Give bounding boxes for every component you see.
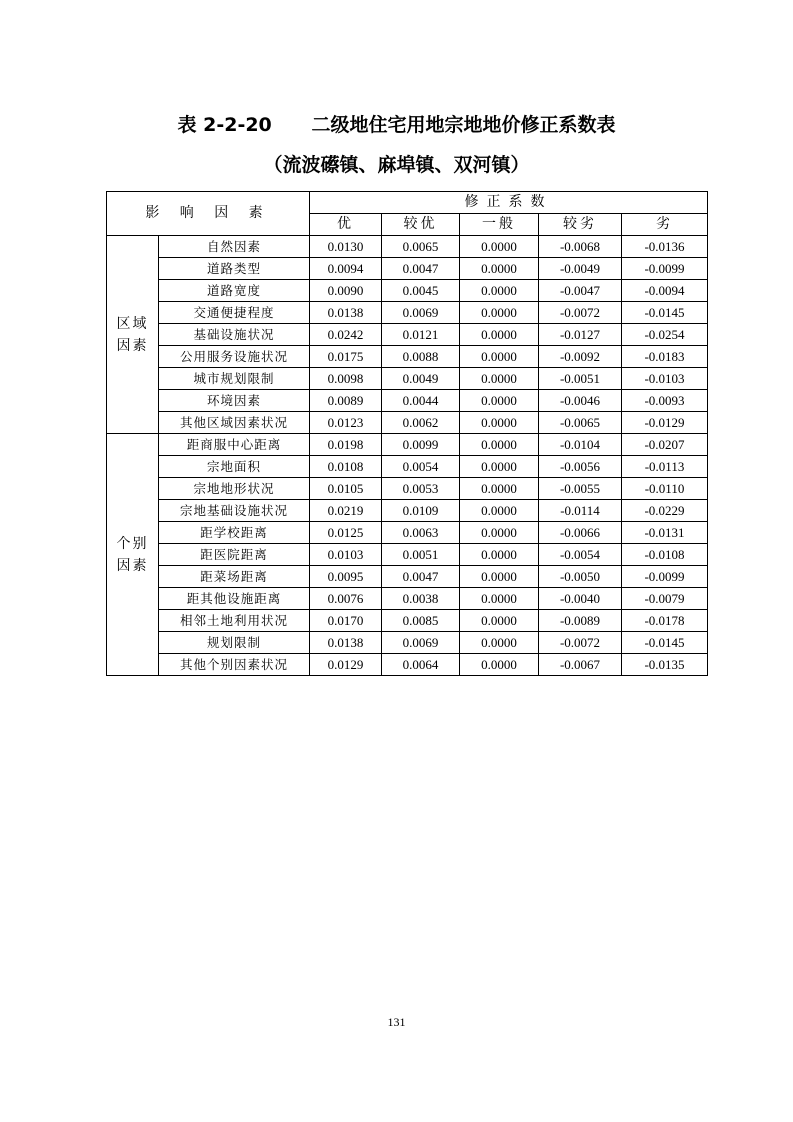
table-row: [107, 632, 708, 654]
coefficient-value: -0.0183: [622, 346, 708, 368]
coefficient-value: 0.0000: [460, 258, 539, 280]
coefficient-value: 0.0085: [382, 610, 460, 632]
coefficient-value: -0.0046: [539, 390, 622, 412]
factor-name: 交通便捷程度: [159, 302, 310, 324]
coefficient-value: 0.0000: [460, 654, 539, 676]
coefficient-value: -0.0065: [539, 412, 622, 434]
coefficient-value: -0.0178: [622, 610, 708, 632]
factor-name: 基础设施状况: [159, 324, 310, 346]
coefficient-value: 0.0170: [310, 610, 382, 632]
coefficient-value: -0.0051: [539, 368, 622, 390]
coefficient-value: -0.0229: [622, 500, 708, 522]
coefficient-value: 0.0219: [310, 500, 382, 522]
table-title-text: 二级地住宅用地宗地地价修正系数表: [311, 114, 616, 136]
coefficient-value: 0.0130: [310, 236, 382, 258]
factor-name: 环境因素: [159, 390, 310, 412]
table-row: [107, 236, 708, 258]
factor-name: 自然因素: [159, 236, 310, 258]
coefficient-value: 0.0000: [460, 632, 539, 654]
coefficient-value: 0.0062: [382, 412, 460, 434]
coefficient-value: 0.0000: [460, 280, 539, 302]
coefficient-value: 0.0000: [460, 610, 539, 632]
coefficient-value: -0.0110: [622, 478, 708, 500]
coefficient-value: 0.0064: [382, 654, 460, 676]
coefficient-value: 0.0038: [382, 588, 460, 610]
coefficient-value: -0.0135: [622, 654, 708, 676]
coefficient-value: 0.0099: [382, 434, 460, 456]
coefficient-value: 0.0047: [382, 566, 460, 588]
coefficient-value: 0.0000: [460, 544, 539, 566]
level-header: 一般: [460, 214, 539, 236]
coefficient-value: 0.0105: [310, 478, 382, 500]
coefficient-value: -0.0254: [622, 324, 708, 346]
table-row: [107, 522, 708, 544]
page-number: 131: [387, 1015, 406, 1029]
factor-group-label: 区域 因素: [107, 236, 159, 434]
coefficient-value: 0.0108: [310, 456, 382, 478]
level-header: 较优: [382, 214, 460, 236]
coefficient-value: 0.0129: [310, 654, 382, 676]
coefficient-value: 0.0000: [460, 302, 539, 324]
coefficient-value: -0.0079: [622, 588, 708, 610]
coefficient-value: -0.0108: [622, 544, 708, 566]
coefficient-value: 0.0076: [310, 588, 382, 610]
coefficient-value: -0.0072: [539, 302, 622, 324]
coefficient-value: -0.0054: [539, 544, 622, 566]
coefficient-value: -0.0127: [539, 324, 622, 346]
factor-name: 道路类型: [159, 258, 310, 280]
coefficient-value: -0.0145: [622, 632, 708, 654]
coefficient-value: 0.0000: [460, 478, 539, 500]
table-row: [107, 390, 708, 412]
coefficient-value: -0.0136: [622, 236, 708, 258]
coefficient-value: -0.0104: [539, 434, 622, 456]
coefficient-value: 0.0000: [460, 522, 539, 544]
table-row: [107, 434, 708, 456]
coefficient-value: -0.0056: [539, 456, 622, 478]
coefficient-value: 0.0045: [382, 280, 460, 302]
coefficient-value: 0.0098: [310, 368, 382, 390]
coef-header: 修正系数: [310, 192, 708, 214]
factor-name: 宗地面积: [159, 456, 310, 478]
factor-name: 距菜场距离: [159, 566, 310, 588]
coefficient-value: 0.0138: [310, 632, 382, 654]
coefficient-value: 0.0123: [310, 412, 382, 434]
coefficient-value: -0.0047: [539, 280, 622, 302]
coefficient-value: 0.0000: [460, 324, 539, 346]
coefficient-value: 0.0175: [310, 346, 382, 368]
coefficient-value: 0.0138: [310, 302, 382, 324]
coefficient-value: -0.0072: [539, 632, 622, 654]
table-number: 表 2-2-20: [177, 114, 272, 136]
factor-name: 规划限制: [159, 632, 310, 654]
coefficient-value: 0.0049: [382, 368, 460, 390]
factor-header: 影 响 因 素: [107, 192, 310, 236]
coefficient-value: 0.0198: [310, 434, 382, 456]
table-row: [107, 346, 708, 368]
factor-name: 宗地地形状况: [159, 478, 310, 500]
table-row: [107, 368, 708, 390]
factor-name: 距其他设施距离: [159, 588, 310, 610]
table-row: [107, 258, 708, 280]
coefficient-value: 0.0047: [382, 258, 460, 280]
coefficient-value: 0.0069: [382, 302, 460, 324]
coefficient-value: 0.0088: [382, 346, 460, 368]
coefficient-value: -0.0207: [622, 434, 708, 456]
table-row: [107, 588, 708, 610]
coefficient-value: 0.0000: [460, 456, 539, 478]
coefficient-value: 0.0069: [382, 632, 460, 654]
level-header: 较劣: [539, 214, 622, 236]
coefficient-value: -0.0093: [622, 390, 708, 412]
coefficient-value: -0.0067: [539, 654, 622, 676]
factor-name: 宗地基础设施状况: [159, 500, 310, 522]
table-row: [107, 566, 708, 588]
coefficient-table: [106, 191, 708, 676]
coefficient-value: -0.0099: [622, 566, 708, 588]
level-header: 优: [310, 214, 382, 236]
level-header: 劣: [622, 214, 708, 236]
coefficient-value: 0.0000: [460, 390, 539, 412]
coefficient-value: -0.0089: [539, 610, 622, 632]
coefficient-value: 0.0121: [382, 324, 460, 346]
table-subtitle: （流波礤镇、麻埠镇、双河镇）: [263, 154, 530, 176]
table-row: [107, 544, 708, 566]
coefficient-value: 0.0000: [460, 236, 539, 258]
coefficient-value: 0.0000: [460, 412, 539, 434]
coefficient-value: -0.0092: [539, 346, 622, 368]
factor-name: 公用服务设施状况: [159, 346, 310, 368]
table-row: [107, 478, 708, 500]
coefficient-value: -0.0055: [539, 478, 622, 500]
factor-group-label: 个别 因素: [107, 434, 159, 676]
coefficient-value: -0.0145: [622, 302, 708, 324]
table-title: [0, 110, 793, 137]
coefficient-value: -0.0094: [622, 280, 708, 302]
coefficient-value: -0.0050: [539, 566, 622, 588]
coefficient-value: 0.0125: [310, 522, 382, 544]
coefficient-value: 0.0094: [310, 258, 382, 280]
coefficient-value: -0.0113: [622, 456, 708, 478]
coefficient-value: 0.0000: [460, 588, 539, 610]
coefficient-value: 0.0063: [382, 522, 460, 544]
coefficient-value: -0.0131: [622, 522, 708, 544]
coefficient-value: 0.0000: [460, 368, 539, 390]
coefficient-value: 0.0051: [382, 544, 460, 566]
coefficient-value: -0.0049: [539, 258, 622, 280]
table-row: [107, 610, 708, 632]
factor-name: 距医院距离: [159, 544, 310, 566]
table-row: [107, 302, 708, 324]
coefficient-value: 0.0054: [382, 456, 460, 478]
factor-name: 距学校距离: [159, 522, 310, 544]
coefficient-value: 0.0053: [382, 478, 460, 500]
coefficient-value: 0.0000: [460, 566, 539, 588]
coefficient-value: -0.0099: [622, 258, 708, 280]
coefficient-value: 0.0065: [382, 236, 460, 258]
coefficient-value: 0.0242: [310, 324, 382, 346]
factor-name: 相邻土地利用状况: [159, 610, 310, 632]
factor-name: 城市规划限制: [159, 368, 310, 390]
table-row: [107, 456, 708, 478]
table-body: [107, 236, 708, 676]
coefficient-value: -0.0066: [539, 522, 622, 544]
coefficient-value: 0.0103: [310, 544, 382, 566]
factor-name: 其他个别因素状况: [159, 654, 310, 676]
factor-name: 道路宽度: [159, 280, 310, 302]
coefficient-value: -0.0040: [539, 588, 622, 610]
coefficient-value: -0.0114: [539, 500, 622, 522]
coefficient-value: 0.0089: [310, 390, 382, 412]
coefficient-value: 0.0044: [382, 390, 460, 412]
coefficient-value: -0.0068: [539, 236, 622, 258]
table-row: [107, 280, 708, 302]
coefficient-value: 0.0000: [460, 434, 539, 456]
table-row: [107, 654, 708, 676]
factor-name: 其他区域因素状况: [159, 412, 310, 434]
coefficient-value: 0.0090: [310, 280, 382, 302]
table-row: [107, 324, 708, 346]
coefficient-value: 0.0000: [460, 500, 539, 522]
coefficient-value: 0.0000: [460, 346, 539, 368]
factor-name: 距商服中心距离: [159, 434, 310, 456]
coefficient-value: -0.0103: [622, 368, 708, 390]
coefficient-value: -0.0129: [622, 412, 708, 434]
coefficient-value: 0.0095: [310, 566, 382, 588]
table-row: [107, 500, 708, 522]
coefficient-value: 0.0109: [382, 500, 460, 522]
table-row: [107, 412, 708, 434]
